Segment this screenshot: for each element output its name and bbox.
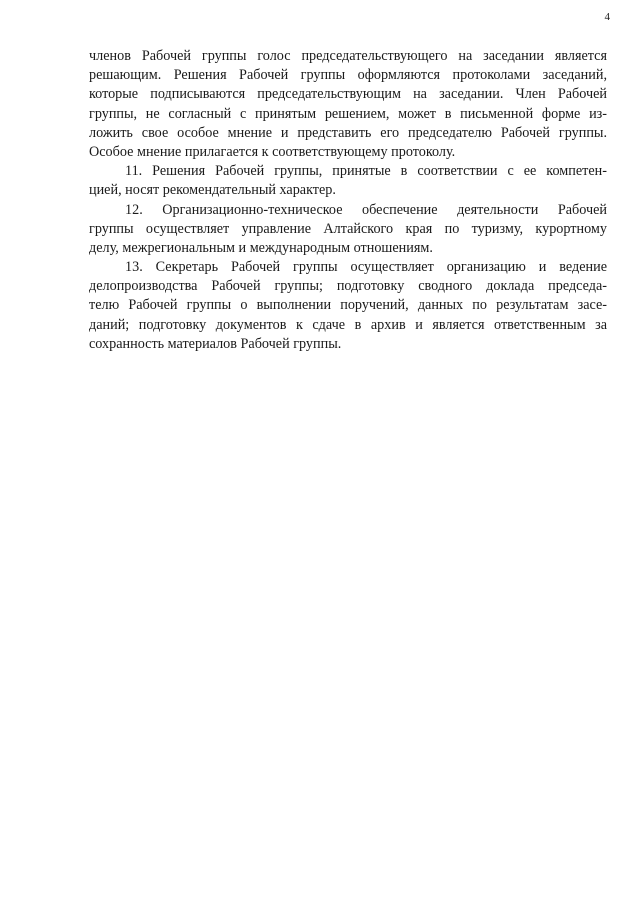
text-line: группы осуществляет управление Алтайского края по туризму, курортному [89, 220, 607, 237]
text-line: даний; подготовку документов к сдаче в архив и является ответственным за [89, 316, 607, 333]
text-line: 12. Организационно-техническое обеспечение деятельности Рабочей [125, 201, 607, 218]
text-line: делу, межрегиональным и международным отношениям. [89, 239, 433, 256]
text-line: цией, носят рекомендательный характер. [89, 182, 336, 199]
page-number: 4 [604, 11, 610, 23]
text-line: 13. Секретарь Рабочей группы осуществляет организацию и ведение [125, 259, 607, 276]
text-line: телю Рабочей группы о выполнении поручений, данных по результатам засе- [89, 297, 607, 314]
text-line: членов Рабочей группы голос председательствующего на заседании является [89, 48, 607, 64]
paragraph-10-continued [89, 47, 607, 162]
paragraph-12 [89, 201, 607, 259]
text-line: делопроизводства Рабочей группы; подготовку сводного доклада председа- [89, 278, 607, 295]
text-line: группы, не согласный с принятым решением, может в письменной форме из- [89, 105, 607, 122]
document-body [89, 47, 607, 354]
text-line: решающим. Решения Рабочей группы оформляются протоколами заседаний, [89, 67, 607, 84]
text-line: сохранность материалов Рабочей группы. [89, 335, 342, 352]
text-line: ложить свое особое мнение и представить его председателю Рабочей группы. [89, 124, 607, 141]
text-line: которые подписываются председательствующим на заседании. Член Рабочей [89, 86, 607, 103]
text-line: 11. Решения Рабочей группы, принятые в соответствии с ее компетен- [125, 163, 607, 180]
paragraph-13 [89, 258, 607, 354]
paragraph-11 [89, 162, 607, 200]
text-line: Особое мнение прилагается к соответствующему протоколу. [89, 143, 456, 160]
